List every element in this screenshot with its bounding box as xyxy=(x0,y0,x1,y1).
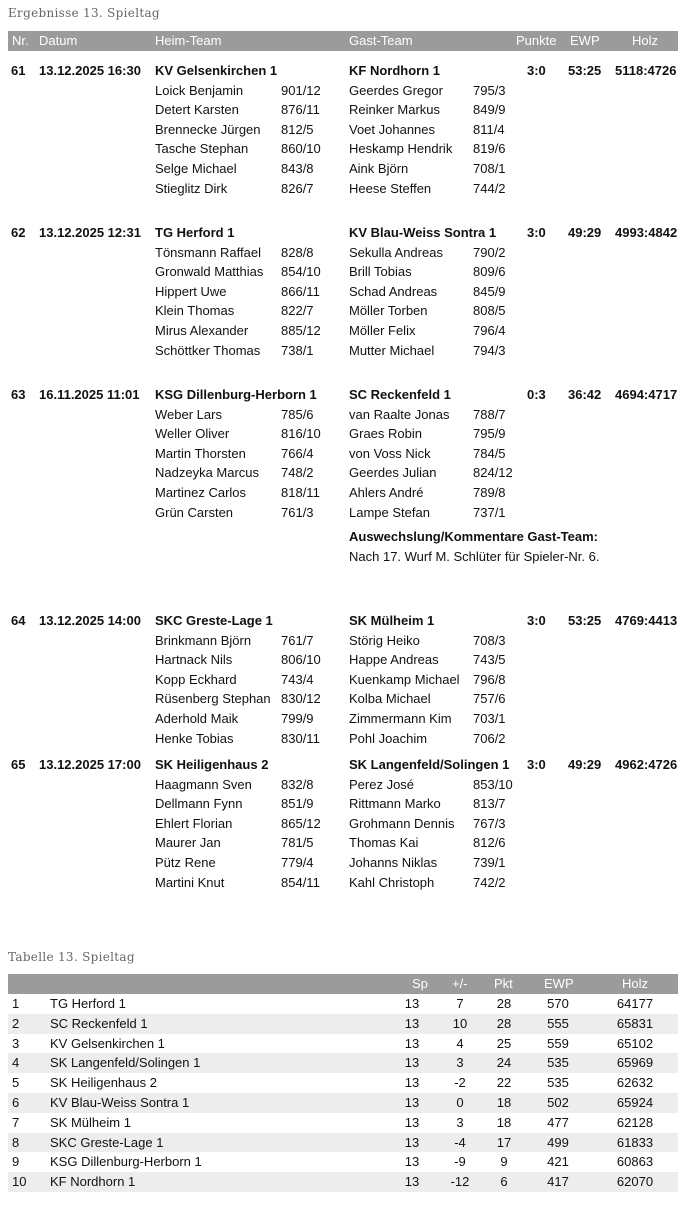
games-played: 13 xyxy=(404,1094,420,1110)
match-date: 13.12.2025 12:31 xyxy=(39,225,141,240)
home-player-name: Loick Benjamin xyxy=(155,82,244,98)
home-player-name: Schöttker Thomas xyxy=(155,342,261,358)
rank: 10 xyxy=(12,1174,27,1190)
away-player-score: 706/2 xyxy=(473,730,506,746)
away-player-score: 708/3 xyxy=(473,632,506,648)
away-player-name: Ahlers André xyxy=(349,485,424,500)
home-player-name: Nadzeyka Marcus xyxy=(155,465,260,481)
home-player-name: Pütz Rene xyxy=(155,855,216,870)
point-diff: 0 xyxy=(456,1094,464,1110)
away-player-name: Heskamp Hendrik xyxy=(349,141,453,157)
match-date: 16.11.2025 11:01 xyxy=(39,387,140,402)
rank: 1 xyxy=(12,996,20,1011)
away-player-name: Johanns Niklas xyxy=(349,855,438,870)
away-player-score: 813/7 xyxy=(473,796,506,812)
away-player-name: Mutter Michael xyxy=(349,342,435,358)
home-team: SK Heiligenhaus 2 xyxy=(155,757,269,772)
away-player-score: 796/8 xyxy=(473,671,506,687)
home-player-name: Weber Lars xyxy=(155,406,222,422)
home-player-name: Klein Thomas xyxy=(155,303,235,319)
point-diff: -4 xyxy=(454,1134,466,1150)
home-player-name: Aderhold Maik xyxy=(155,711,239,726)
ewp: 477 xyxy=(547,1114,569,1130)
away-player-name: Kolba Michael xyxy=(349,691,431,707)
away-player-name: Pohl Joachim xyxy=(349,730,428,746)
games-played: 13 xyxy=(404,1154,420,1170)
match-ewp: 36:42 xyxy=(568,387,602,402)
points: 25 xyxy=(496,1035,512,1051)
home-player-name: Grün Carsten xyxy=(155,504,234,520)
rank: 3 xyxy=(12,1035,20,1051)
ewp: 559 xyxy=(547,1035,569,1051)
home-player-score: 738/1 xyxy=(281,342,314,358)
ewp: 499 xyxy=(547,1134,569,1150)
home-player-name: Tönsmann Raffael xyxy=(155,244,261,260)
away-player-name: Geerdes Julian xyxy=(349,465,437,481)
away-player-score: 849/9 xyxy=(473,102,506,118)
match-points: 0:3 xyxy=(527,387,546,402)
col-ewp: EWP xyxy=(570,33,600,48)
home-player-name: Dellmann Fynn xyxy=(155,796,243,812)
col-holz: Holz xyxy=(632,33,659,48)
home-player-score: 832/8 xyxy=(281,776,314,792)
away-player-score: 789/8 xyxy=(473,485,506,500)
away-player-score: 811/4 xyxy=(473,121,505,137)
away-player-name: Perez José xyxy=(349,776,415,792)
away-player-score: 819/6 xyxy=(473,141,506,157)
match-date: 13.12.2025 17:00 xyxy=(39,757,141,772)
games-played: 13 xyxy=(404,1055,420,1071)
games-played: 13 xyxy=(404,1134,420,1150)
match-date: 13.12.2025 14:00 xyxy=(39,613,141,628)
team-name: KSG Dillenburg-Herborn 1 xyxy=(50,1154,202,1170)
away-player-score: 744/2 xyxy=(473,180,506,196)
team-name: KV Blau-Weiss Sontra 1 xyxy=(50,1094,190,1110)
team-name: KF Nordhorn 1 xyxy=(50,1174,136,1190)
holz: 61833 xyxy=(616,1134,654,1150)
points: 18 xyxy=(496,1094,512,1110)
col-heim: Heim-Team xyxy=(155,33,222,48)
col-punkte: Punkte xyxy=(516,33,557,48)
home-team: TG Herford 1 xyxy=(155,225,235,240)
games-played: 13 xyxy=(404,1114,420,1130)
table-header xyxy=(8,974,678,994)
holz: 65924 xyxy=(616,1094,654,1110)
col-nr: Nr. xyxy=(12,33,29,48)
away-player-score: 845/9 xyxy=(473,283,506,299)
home-player-score: 779/4 xyxy=(281,855,314,870)
away-player-name: Lampe Stefan xyxy=(349,504,430,520)
home-player-score: 851/9 xyxy=(281,796,314,812)
match-ewp: 49:29 xyxy=(568,757,602,772)
ewp: 570 xyxy=(547,996,569,1011)
home-player-score: 781/5 xyxy=(281,835,314,851)
table-title: Tabelle 13. Spieltag xyxy=(8,950,135,964)
away-player-name: Geerdes Gregor xyxy=(349,82,443,98)
team-name: TG Herford 1 xyxy=(50,996,126,1011)
match-ewp: 53:25 xyxy=(568,63,602,78)
away-player-score: 743/5 xyxy=(473,652,506,668)
away-player-score: 809/6 xyxy=(473,264,506,280)
standings-row xyxy=(8,1113,678,1133)
home-team: KV Gelsenkirchen 1 xyxy=(155,63,278,78)
away-player-score: 795/3 xyxy=(473,82,506,98)
away-player-name: Graes Robin xyxy=(349,426,422,442)
match-points: 3:0 xyxy=(527,613,546,628)
point-diff: -2 xyxy=(454,1075,466,1091)
rank: 4 xyxy=(12,1055,20,1071)
home-player-name: Selge Michael xyxy=(155,161,237,176)
rank: 7 xyxy=(12,1114,20,1130)
points: 17 xyxy=(496,1134,512,1150)
away-player-name: Voet Johannes xyxy=(349,121,436,137)
th-ewp: EWP xyxy=(544,976,574,991)
away-player-name: Aink Björn xyxy=(349,161,409,176)
away-player-score: 824/12 xyxy=(473,465,513,481)
points: 28 xyxy=(496,1015,512,1031)
away-team: SK Mülheim 1 xyxy=(349,613,435,628)
home-player-name: Maurer Jan xyxy=(155,835,221,851)
holz: 62632 xyxy=(616,1075,654,1091)
home-player-score: 799/9 xyxy=(281,711,314,726)
away-player-name: Möller Felix xyxy=(349,323,416,338)
match-points: 3:0 xyxy=(527,225,546,240)
team-name: SKC Greste-Lage 1 xyxy=(50,1134,164,1150)
games-played: 13 xyxy=(404,1035,420,1051)
standings-row xyxy=(8,1093,678,1113)
away-player-score: 812/6 xyxy=(473,835,506,851)
ewp: 421 xyxy=(547,1154,569,1170)
home-player-score: 830/12 xyxy=(281,691,321,707)
point-diff: -9 xyxy=(454,1154,466,1170)
home-player-name: Henke Tobias xyxy=(155,730,234,746)
away-player-name: Rittmann Marko xyxy=(349,796,441,812)
standings-row xyxy=(8,994,678,1014)
home-player-name: Mirus Alexander xyxy=(155,323,249,338)
match-ewp: 49:29 xyxy=(568,225,602,240)
home-player-score: 866/11 xyxy=(281,283,320,299)
results-header xyxy=(8,31,678,51)
away-player-score: 742/2 xyxy=(473,874,506,890)
holz: 65102 xyxy=(616,1035,654,1051)
home-player-score: 885/12 xyxy=(281,323,321,338)
home-player-score: 761/3 xyxy=(281,504,314,520)
match-holz: 4962:4726 xyxy=(615,757,678,772)
match-nr: 63 xyxy=(11,387,26,402)
away-player-name: Möller Torben xyxy=(349,303,428,319)
home-player-score: 761/7 xyxy=(281,632,314,648)
rank: 5 xyxy=(12,1075,20,1091)
holz: 62070 xyxy=(616,1174,654,1190)
standings-row xyxy=(8,1172,678,1192)
home-player-score: 901/12 xyxy=(281,82,321,98)
point-diff: 3 xyxy=(456,1114,464,1130)
match-ewp: 53:25 xyxy=(568,613,602,628)
home-player-score: 826/7 xyxy=(281,180,314,196)
away-team: KF Nordhorn 1 xyxy=(349,63,440,78)
games-played: 13 xyxy=(404,1015,420,1031)
away-team: SC Reckenfeld 1 xyxy=(349,387,451,402)
away-player-score: 795/9 xyxy=(473,426,506,442)
points: 24 xyxy=(496,1055,512,1071)
match-date: 13.12.2025 16:30 xyxy=(39,63,141,78)
point-diff: 4 xyxy=(456,1035,464,1051)
games-played: 13 xyxy=(404,996,420,1011)
comment-text: Nach 17. Wurf M. Schlüter für Spieler-Nr. 6. xyxy=(349,549,600,564)
away-player-name: Kuenkamp Michael xyxy=(349,671,460,687)
rank: 2 xyxy=(12,1015,20,1031)
home-player-name: Tasche Stephan xyxy=(155,141,249,157)
away-player-score: 703/1 xyxy=(473,711,506,726)
home-player-name: Martinez Carlos xyxy=(155,485,247,500)
home-team: KSG Dillenburg-Herborn 1 xyxy=(155,387,317,402)
match-points: 3:0 xyxy=(527,63,546,78)
games-played: 13 xyxy=(404,1174,420,1190)
home-player-score: 830/11 xyxy=(281,730,320,746)
away-player-score: 796/4 xyxy=(473,323,506,338)
point-diff: -12 xyxy=(450,1174,470,1190)
away-player-name: von Voss Nick xyxy=(349,445,431,461)
away-player-name: Zimmermann Kim xyxy=(349,711,452,726)
col-gast: Gast-Team xyxy=(349,33,413,48)
rank: 6 xyxy=(12,1094,20,1110)
rank: 9 xyxy=(12,1154,20,1170)
col-datum: Datum xyxy=(39,33,78,48)
home-player-score: 822/7 xyxy=(281,303,314,319)
home-player-score: 828/8 xyxy=(281,244,314,260)
ewp: 555 xyxy=(547,1015,569,1031)
away-player-name: Sekulla Andreas xyxy=(349,244,443,260)
away-player-name: van Raalte Jonas xyxy=(349,406,450,422)
standings-row xyxy=(8,1034,678,1054)
points: 18 xyxy=(496,1114,512,1130)
holz: 65831 xyxy=(616,1015,654,1031)
ewp: 502 xyxy=(547,1094,569,1110)
th-diff: +/- xyxy=(452,976,468,991)
team-name: KV Gelsenkirchen 1 xyxy=(50,1035,165,1051)
away-player-score: 853/10 xyxy=(473,776,513,792)
home-player-score: 843/8 xyxy=(281,161,314,176)
standings-row xyxy=(8,1073,678,1093)
away-player-name: Thomas Kai xyxy=(349,835,419,851)
away-player-score: 708/1 xyxy=(473,161,506,176)
point-diff: 3 xyxy=(456,1055,464,1071)
home-player-name: Gronwald Matthias xyxy=(155,264,264,280)
standings-row xyxy=(8,1014,678,1034)
match-holz: 4694:4717 xyxy=(615,387,678,402)
match-holz: 5118:4726 xyxy=(615,63,677,78)
home-player-score: 812/5 xyxy=(281,121,314,137)
team-name: SK Langenfeld/Solingen 1 xyxy=(50,1055,201,1071)
home-player-score: 818/11 xyxy=(281,485,320,500)
home-player-name: Hippert Uwe xyxy=(155,283,227,299)
away-player-name: Brill Tobias xyxy=(349,264,412,280)
away-player-score: 784/5 xyxy=(473,445,506,461)
home-player-name: Ehlert Florian xyxy=(155,815,233,831)
away-player-score: 737/1 xyxy=(473,504,506,520)
points: 6 xyxy=(500,1174,508,1190)
points: 28 xyxy=(496,996,512,1011)
holz: 60863 xyxy=(616,1154,654,1170)
home-player-score: 785/6 xyxy=(281,406,314,422)
home-player-name: Weller Oliver xyxy=(155,426,230,442)
standings-row xyxy=(8,1152,678,1172)
home-player-name: Martini Knut xyxy=(155,874,225,890)
away-player-name: Schad Andreas xyxy=(349,283,438,299)
away-team: KV Blau-Weiss Sontra 1 xyxy=(349,225,497,240)
away-player-name: Reinker Markus xyxy=(349,102,441,118)
home-team: SKC Greste-Lage 1 xyxy=(155,613,273,628)
th-pkt: Pkt xyxy=(494,976,513,991)
home-player-name: Stieglitz Dirk xyxy=(155,180,228,196)
results-title: Ergebnisse 13. Spieltag xyxy=(8,6,160,20)
holz: 64177 xyxy=(616,996,654,1011)
match-nr: 62 xyxy=(11,225,26,240)
away-player-score: 790/2 xyxy=(473,244,506,260)
home-player-name: Martin Thorsten xyxy=(155,445,246,461)
match-nr: 64 xyxy=(11,613,26,628)
away-player-score: 808/5 xyxy=(473,303,506,319)
match-nr: 61 xyxy=(11,63,26,78)
away-player-score: 794/3 xyxy=(473,342,506,358)
home-player-score: 865/12 xyxy=(281,815,321,831)
match-holz: 4993:4842 xyxy=(615,225,678,240)
away-player-name: Grohmann Dennis xyxy=(349,815,455,831)
points: 9 xyxy=(500,1154,508,1170)
holz: 62128 xyxy=(616,1114,654,1130)
home-player-name: Brinkmann Björn xyxy=(155,632,252,648)
th-holz: Holz xyxy=(622,976,649,991)
home-player-score: 854/10 xyxy=(281,264,321,280)
ewp: 535 xyxy=(547,1055,569,1071)
th-sp: Sp xyxy=(412,976,428,991)
games-played: 13 xyxy=(404,1075,420,1091)
ewp: 535 xyxy=(547,1075,569,1091)
point-diff: 7 xyxy=(456,996,464,1011)
standings-row xyxy=(8,1053,678,1073)
away-player-score: 739/1 xyxy=(473,855,506,870)
away-player-name: Heese Steffen xyxy=(349,180,432,196)
home-player-score: 854/11 xyxy=(281,874,320,890)
match-nr: 65 xyxy=(11,757,26,772)
comment-title: Auswechslung/Kommentare Gast-Team: xyxy=(349,529,598,544)
away-player-name: Kahl Christoph xyxy=(349,874,435,890)
home-player-score: 816/10 xyxy=(281,426,321,442)
home-player-name: Haagmann Sven xyxy=(155,776,252,792)
home-player-name: Rüsenberg Stephan xyxy=(155,691,271,707)
ewp: 417 xyxy=(547,1174,569,1190)
away-player-name: Happe Andreas xyxy=(349,652,439,668)
home-player-score: 860/10 xyxy=(281,141,321,157)
rank: 8 xyxy=(12,1134,20,1150)
away-player-score: 788/7 xyxy=(473,406,506,422)
away-player-name: Störig Heiko xyxy=(349,632,420,648)
home-player-score: 806/10 xyxy=(281,652,321,668)
team-name: SC Reckenfeld 1 xyxy=(50,1015,148,1031)
standings-table xyxy=(8,994,678,1192)
away-team: SK Langenfeld/Solingen 1 xyxy=(349,757,510,772)
team-name: SK Heiligenhaus 2 xyxy=(50,1075,157,1091)
holz: 65969 xyxy=(616,1055,654,1071)
home-player-score: 766/4 xyxy=(281,445,314,461)
away-player-score: 767/3 xyxy=(473,815,506,831)
home-player-score: 743/4 xyxy=(281,671,314,687)
match-holz: 4769:4413 xyxy=(615,613,678,628)
match-points: 3:0 xyxy=(527,757,546,772)
home-player-name: Brennecke Jürgen xyxy=(155,121,261,137)
home-player-score: 748/2 xyxy=(281,465,314,481)
home-player-name: Detert Karsten xyxy=(155,102,239,118)
home-player-name: Hartnack Nils xyxy=(155,652,233,668)
standings-row xyxy=(8,1133,678,1153)
home-player-score: 876/11 xyxy=(281,102,320,118)
home-player-name: Kopp Eckhard xyxy=(155,671,237,687)
points: 22 xyxy=(496,1075,512,1091)
team-name: SK Mülheim 1 xyxy=(50,1114,131,1130)
away-player-score: 757/6 xyxy=(473,691,506,707)
point-diff: 10 xyxy=(452,1015,468,1031)
